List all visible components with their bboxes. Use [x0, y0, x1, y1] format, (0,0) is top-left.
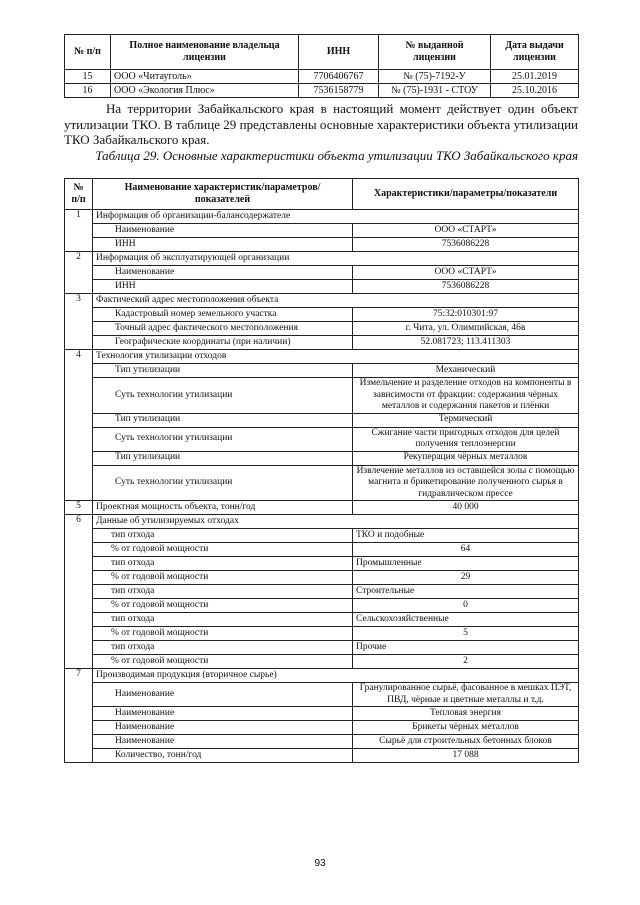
row-value: Сырьё для строительных бетонных блоков: [353, 735, 579, 749]
row-label: % от годовой мощности: [93, 627, 353, 641]
table-row: [65, 70, 579, 84]
table-row: [65, 266, 579, 280]
row-value: Брикеты чёрных металлов: [353, 721, 579, 735]
col-header-license-number: № выданной лицензии: [379, 35, 491, 70]
section-title: Информация об эксплуатирующей организации: [93, 252, 579, 266]
row-value: 52.081723; 113.411303: [353, 336, 579, 350]
cell-inn: 7706406767: [299, 70, 379, 84]
row-label: % от годовой мощности: [93, 571, 353, 585]
table-row: [65, 543, 579, 557]
row-value: Промышленные: [353, 557, 579, 571]
section-title: Фактический адрес местоположения объекта: [93, 294, 579, 308]
row-value: 75:32:010301:97: [353, 308, 579, 322]
section-row: [65, 669, 579, 683]
table-row: [65, 557, 579, 571]
row-value: г. Чита, ул. Олимпийская, 46в: [353, 322, 579, 336]
row-value: Гранулированное сырьё, фасованное в мешках ПЭТ, ПВД, чёрные и цветные металлы и т.д.: [353, 683, 579, 707]
table-caption: Таблица 29. Основные характеристики объекта утилизации ТКО Забайкальского края: [95, 148, 578, 163]
row-value: 64: [353, 543, 579, 557]
row-label: Кадастровый номер земельного участка: [93, 308, 353, 322]
table-row: [65, 336, 579, 350]
characteristics-table-header: [65, 179, 579, 210]
cell-issue-date: 25.01.2019: [491, 70, 579, 84]
table-row: [65, 322, 579, 336]
row-label: Наименование: [93, 721, 353, 735]
table-row: [65, 427, 579, 451]
table-row: [65, 585, 579, 599]
section-title: Проектная мощность объекта, тонн/год: [93, 501, 353, 515]
table-row: [65, 84, 579, 98]
row-label: тип отхода: [93, 529, 353, 543]
row-value: 2: [353, 655, 579, 669]
table-row: [65, 280, 579, 294]
table-row: [65, 364, 579, 378]
row-value: 7536086228: [353, 280, 579, 294]
row-value: Измельчение и разделение отходов на компоненты в зависимости от фракции: содержания чёрных металлов и содержания пакетов и плёнки: [353, 378, 579, 414]
characteristics-table: [64, 178, 579, 763]
row-value: 40 000: [353, 501, 579, 515]
row-label: тип отхода: [93, 585, 353, 599]
row-label: % от годовой мощности: [93, 655, 353, 669]
col-header-owner: Полное наименование владельца лицензии: [111, 35, 299, 70]
row-value: Механический: [353, 364, 579, 378]
row-value: ТКО и подобные: [353, 529, 579, 543]
table-row: [65, 683, 579, 707]
row-label: Количество, тонн/год: [93, 749, 353, 763]
row-label: Тип утилизации: [93, 413, 353, 427]
section-title: Данные об утилизируемых отходах: [93, 515, 579, 529]
section-number: 1: [65, 210, 93, 252]
row-label: Географические координаты (при наличии): [93, 336, 353, 350]
table-row: [65, 571, 579, 585]
cell-issue-date: 25.10.2016: [491, 84, 579, 98]
cell-number: 16: [65, 84, 111, 98]
row-value: 17 088: [353, 749, 579, 763]
table-row: [65, 529, 579, 543]
row-label: Суть технологии утилизации: [93, 427, 353, 451]
table-row: [65, 735, 579, 749]
col-header-parameter: Наименование характеристик/параметров/показателей: [93, 179, 353, 210]
section-title: Технология утилизации отходов: [93, 350, 579, 364]
col-header-inn: ИНН: [299, 35, 379, 70]
table-row: [65, 308, 579, 322]
table-row: [65, 721, 579, 735]
cell-license-number: № (75)-7192-У: [379, 70, 491, 84]
section-row: [65, 350, 579, 364]
table-row: [65, 613, 579, 627]
row-value: 5: [353, 627, 579, 641]
row-label: Наименование: [93, 707, 353, 721]
section-number: 7: [65, 669, 93, 763]
cell-owner: ООО «Читауголь»: [111, 70, 299, 84]
row-value: 0: [353, 599, 579, 613]
row-label: ИНН: [93, 238, 353, 252]
table-row: [65, 599, 579, 613]
row-value: Тепловая энергия: [353, 707, 579, 721]
section-row: [65, 501, 579, 515]
row-label: тип отхода: [93, 557, 353, 571]
section-number: 5: [65, 501, 93, 515]
row-label: Наименование: [93, 224, 353, 238]
col-header-number: № п/п: [65, 35, 111, 70]
row-label: Тип утилизации: [93, 364, 353, 378]
row-value: Рекуперация чёрных металлов: [353, 451, 579, 465]
table-row: [65, 465, 579, 501]
row-value: ООО «СТАРТ»: [353, 266, 579, 280]
cell-number: 15: [65, 70, 111, 84]
cell-license-number: № (75)-1931 - СТОУ: [379, 84, 491, 98]
section-row: [65, 210, 579, 224]
table-row: [65, 451, 579, 465]
table-row: [65, 627, 579, 641]
page-number: 93: [314, 858, 326, 869]
row-label: Наименование: [93, 735, 353, 749]
section-row: [65, 294, 579, 308]
row-label: тип отхода: [93, 641, 353, 655]
table-row: [65, 707, 579, 721]
row-label: Суть технологии утилизации: [93, 378, 353, 414]
row-value: 7536086228: [353, 238, 579, 252]
row-value: Термический: [353, 413, 579, 427]
table-row: [65, 655, 579, 669]
section-number: 4: [65, 350, 93, 501]
row-label: Наименование: [93, 683, 353, 707]
col-header-number: № п/п: [65, 179, 93, 210]
row-value: Сжигание части пригодных отходов для целей получения теплоэнергии: [353, 427, 579, 451]
table-row: [65, 749, 579, 763]
table-row: [65, 641, 579, 655]
row-label: Суть технологии утилизации: [93, 465, 353, 501]
row-value: Сельскохозяйственные: [353, 613, 579, 627]
section-number: 6: [65, 515, 93, 669]
license-table-header: [65, 35, 579, 70]
row-label: % от годовой мощности: [93, 543, 353, 557]
cell-inn: 7536158779: [299, 84, 379, 98]
section-title: Информация об организации-балансодержателе: [93, 210, 579, 224]
row-label: Наименование: [93, 266, 353, 280]
col-header-value: Характеристики/параметры/показатели: [353, 179, 579, 210]
section-title: Производимая продукция (вторичное сырье): [93, 669, 579, 683]
body-paragraph: [64, 101, 578, 148]
section-row: [65, 252, 579, 266]
row-value: 29: [353, 571, 579, 585]
row-label: Точный адрес фактического местоположения: [93, 322, 353, 336]
row-value: Строительные: [353, 585, 579, 599]
row-value: Извлечение металлов из оставшейся золы с помощью магнита и брикетирование полученного сырья в гидравлическом прессе: [353, 465, 579, 501]
row-value: ООО «СТАРТ»: [353, 224, 579, 238]
row-label: ИНН: [93, 280, 353, 294]
col-header-issue-date: Дата выдачи лицензии: [491, 35, 579, 70]
table-row: [65, 378, 579, 414]
section-row: [65, 515, 579, 529]
row-label: Тип утилизации: [93, 451, 353, 465]
license-table: [64, 34, 579, 98]
table-row: [65, 224, 579, 238]
paragraph-text: На территории Забайкальского края в настоящий момент действует один объект утилизации ТКО. В таблице 29 представлены основные характеристики объекта утилизации ТКО Забайкальского края.: [64, 101, 578, 147]
cell-owner: ООО «Экология Плюс»: [111, 84, 299, 98]
section-number: 2: [65, 252, 93, 294]
row-label: % от годовой мощности: [93, 599, 353, 613]
row-label: тип отхода: [93, 613, 353, 627]
row-value: Прочие: [353, 641, 579, 655]
table-row: [65, 238, 579, 252]
table-row: [65, 413, 579, 427]
section-number: 3: [65, 294, 93, 350]
